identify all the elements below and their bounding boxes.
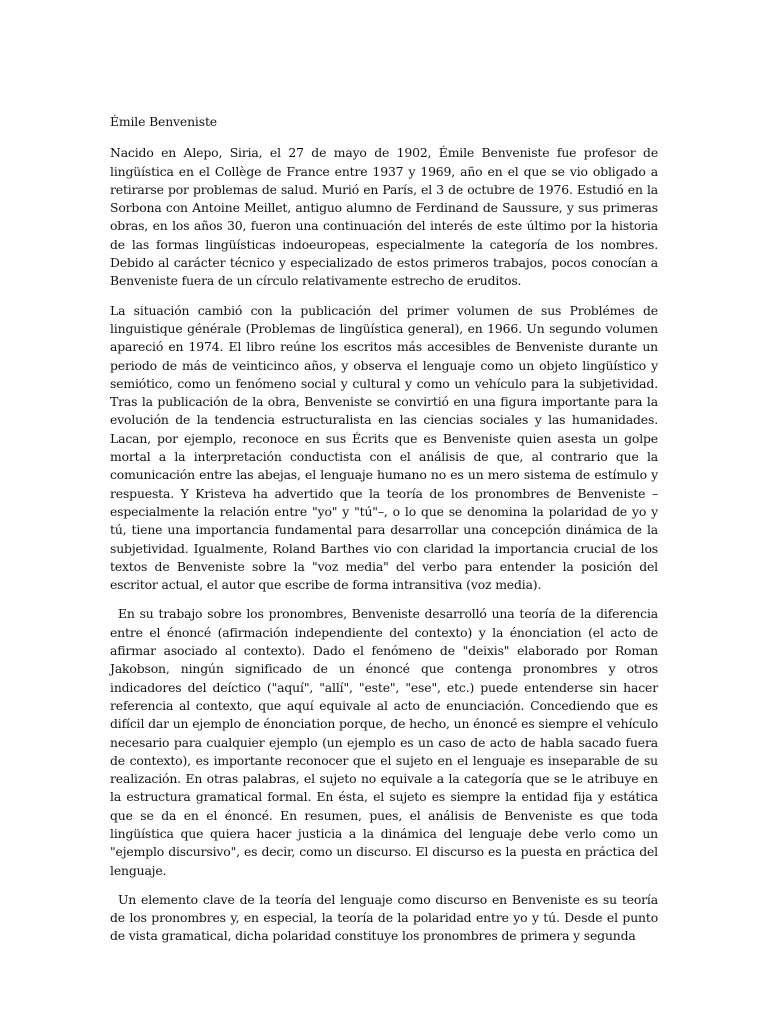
paragraph-problemes: La situación cambió con la publicación del primer volumen de sus Problémes de linguistique générale (Problemas de lingüística general), en 1966. Un segundo volumen apareció en 1974. El libro reúne los escritos más accesibles de Benveniste durante un periodo de más de veinticinco años, y observa el lenguaje como un objeto lingüístico y semiótico, como un fenómeno social y cultural y como un vehículo para la subjetividad. Tras la publicación de la obra, Benveniste se convirtió en una figura importante para la evolución de la tendencia estructuralista en las ciencias sociales y las humanidades. Lacan, por ejemplo, reconoce en sus Écrits que es Benveniste quien asesta un golpe mortal a la interpretación conductista con el análisis de que, al contrario que la comunicación entre las abejas, el lenguaje humano no es un mero sistema de estímulo y respuesta. Y Kristeva ha advertido que la teoría de los pronombres de Benveniste –especialmente la relación entre "yo" y "tú"–, o lo que se denomina la polaridad de yo y tú, tiene una importancia fundamental para desarrollar una concepción dinámica de la subjetividad. Igualmente, Roland Barthes vio con claridad la importancia crucial de los textos de Benveniste sobre la "voz media" del verbo para entender la posición del escritor actual, el autor que escribe de forma intransitiva (voz media).: [110, 302, 658, 593]
paragraph-polarity: Un elemento clave de la teoría del lenguaje como discurso en Benveniste es su teoría de los pronombres y, en especial, la teoría de la polaridad entre yo y tú. Desde el punto de vista gramatical, dicha polaridad constituye los pronombres de primera y segunda: [110, 891, 658, 944]
paragraph-biography: Nacido en Alepo, Siria, el 27 de mayo de 1902, Émile Benveniste fue profesor de lingüística en el Collège de France entre 1937 y 1969, año en el que se vio obligado a retirarse por problemas de salud. Murió en París, el 3 de octubre de 1976. Estudió en la Sorbona con Antoine Meillet, antiguo alumno de Ferdinand de Saussure, y sus primeras obras, en los años 30, fueron una continuación del interés de este último por la historia de las formas lingüísticas indoeuropeas, especialmente la categoría de los nombres. Debido al carácter técnico y especializado de estos primeros trabajos, pocos conocían a Benveniste fuera de un círculo relativamente estrecho de eruditos.: [110, 145, 658, 289]
document-title: Émile Benveniste: [110, 114, 217, 129]
paragraph-pronouns-enonce: En su trabajo sobre los pronombres, Benveniste desarrolló una teoría de la diferencia entre el énoncé (afirmación independiente del contexto) y la énonciation (el acto de afirmar asociado al contexto). Dado el fenómeno de "deixis" elaborado por Roman Jakobson, ningún significado de un énoncé que contenga pronombres y otros indicadores del deíctico ("aquí", "allí", "este", "ese", etc.) puede entenderse sin hacer referencia al contexto, que aquí equivale al acto de enunciación. Concediendo que es difícil dar un ejemplo de énonciation porque, de hecho, un énoncé es siempre el vehículo necesario para cualquier ejemplo (un ejemplo es un caso de acto de habla sacado fuera de contexto), es importante reconocer que el sujeto en el lenguaje es inseparable de su realización. En otras palabras, el sujeto no equivale a la categoría que se le atribuye en la estructura gramatical formal. En ésta, el sujeto es siempre la entidad fija y estática que se da en el énoncé. En resumen, pues, el análisis de Benveniste es que toda lingüística que quiera hacer justicia a la dinámica del lenguaje debe verlo como un "ejemplo discursivo", es decir, como un discurso. El discurso es la puesta en práctica del lenguaje.: [110, 606, 658, 878]
document-body: [110, 113, 658, 957]
